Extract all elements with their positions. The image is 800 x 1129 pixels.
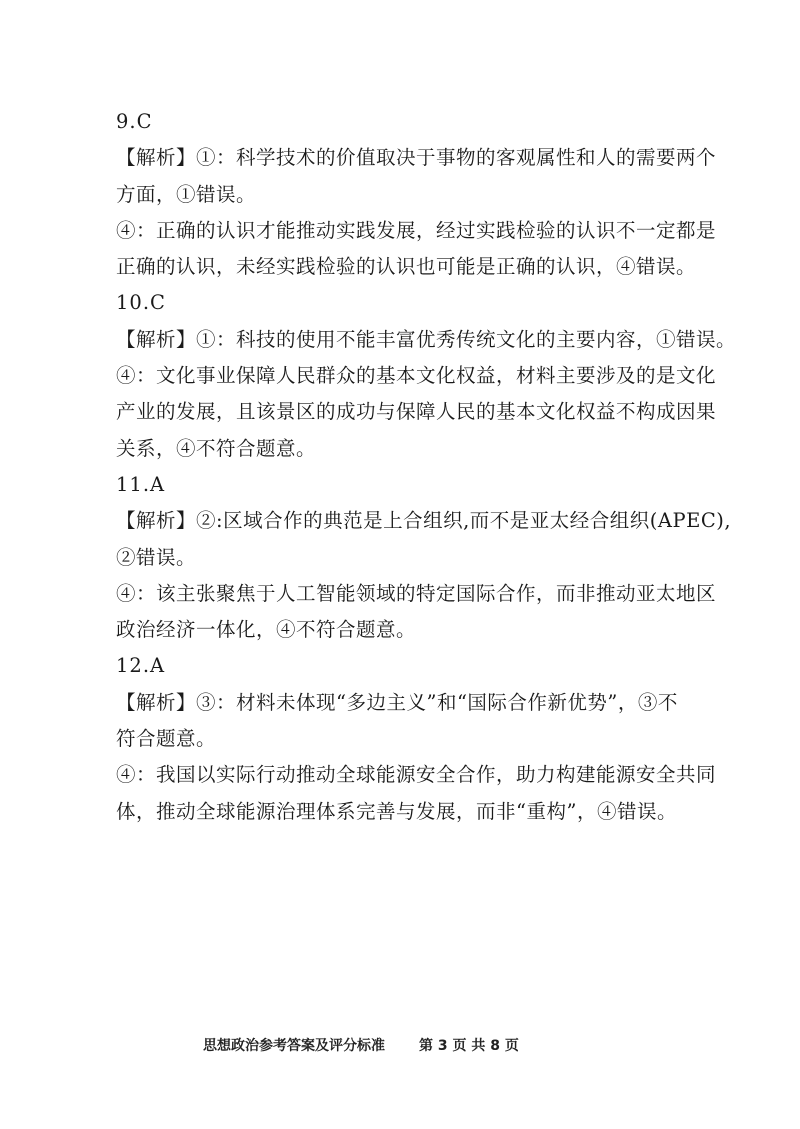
- question-block: [116, 467, 732, 648]
- analysis-line: ④：我国以实际行动推动全球能源安全合作，助力构建能源安全共同: [116, 763, 717, 787]
- analysis-line: 【解析】③：材料未体现“多边主义”和“国际合作新优势”，③不: [116, 690, 678, 714]
- analysis-line: 方面，①错误。: [116, 182, 257, 206]
- analysis-line: 正确的认识，未经实践检验的认识也可能是正确的认识，④错误。: [116, 255, 697, 279]
- answer-content: [116, 104, 737, 830]
- analysis-line: 【解析】①：科学技术的价值取决于事物的客观属性和人的需要两个: [116, 146, 717, 170]
- analysis-line: ④：文化事业保障人民群众的基本文化权益，材料主要涉及的是文化: [116, 364, 717, 388]
- question-number: 12.A: [116, 654, 166, 678]
- analysis-line: 【解析】①：科技的使用不能丰富优秀传统文化的主要内容，①错误。: [116, 327, 737, 351]
- analysis-line: 产业的发展，且该景区的成功与保障人民的基本文化权益不构成因果: [116, 400, 717, 424]
- analysis-line: ④：正确的认识才能推动实践发展，经过实践检验的认识不一定都是: [116, 218, 717, 242]
- question-number: 10.C: [116, 291, 166, 315]
- page-footer: [203, 1035, 519, 1055]
- analysis-line: 符合题意。: [116, 727, 217, 751]
- analysis-line: 关系，④不符合题意。: [116, 436, 317, 460]
- analysis-line: 【解析】②:区域合作的典范是上合组织,而不是亚太经合组织(APEC),: [116, 509, 732, 533]
- footer-page-number: 第 3 页 共 8 页: [419, 1038, 519, 1054]
- analysis-line: 政治经济一体化，④不符合题意。: [116, 618, 417, 642]
- question-block: [116, 648, 717, 829]
- question-block: [116, 104, 717, 285]
- question-number: 9.C: [116, 110, 153, 133]
- analysis-line: ②错误。: [116, 545, 197, 569]
- analysis-line: ④：该主张聚焦于人工智能领域的特定国际合作，而非推动亚太地区: [116, 581, 717, 605]
- analysis-line: 体，推动全球能源治理体系完善与发展，而非“重构”，④错误。: [116, 799, 677, 823]
- footer-title: 思想政治参考答案及评分标准: [203, 1038, 385, 1054]
- question-block: [116, 285, 737, 466]
- question-number: 11.A: [116, 472, 166, 496]
